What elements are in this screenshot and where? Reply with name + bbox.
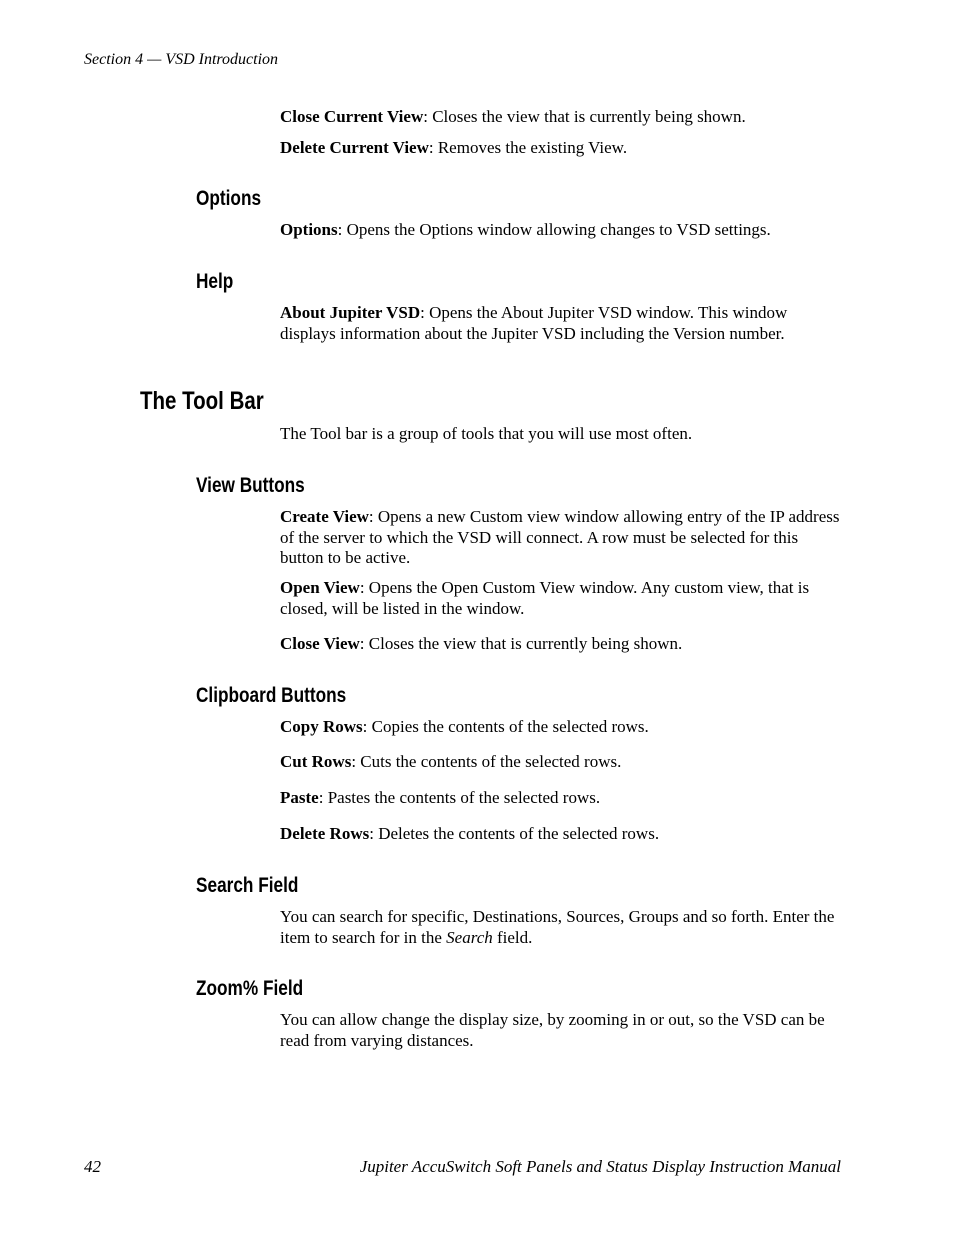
open-view-desc — [280, 578, 840, 619]
about-jupiter-vsd-desc — [280, 303, 840, 344]
desc: : Deletes the contents of the selected rows. — [369, 824, 660, 843]
toolbar-intro: The Tool bar is a group of tools that you will use most often. — [280, 424, 693, 443]
search-term: Search — [446, 927, 493, 947]
help-heading: Help — [196, 270, 234, 293]
term: Delete Current View — [280, 138, 429, 157]
zoom-field-heading: Zoom% Field — [196, 977, 304, 1000]
paste-desc — [280, 788, 840, 809]
desc: : Copies the contents of the selected rows. — [362, 717, 649, 736]
text-before: You can search for specific, Destinations, Sources, Groups and so forth. Enter the item to search for in the — [280, 907, 835, 947]
desc: : Pastes the contents of the selected rows. — [318, 788, 601, 807]
search-field-heading: Search Field — [196, 874, 299, 897]
term: Copy Rows — [280, 717, 363, 736]
desc: : Closes the view that is currently being shown. — [359, 634, 683, 653]
manual-title: Jupiter AccuSwitch Soft Panels and Status Display Instruction Manual — [359, 1157, 841, 1176]
delete-rows-desc — [280, 824, 840, 845]
term: Close View — [280, 634, 360, 653]
term: Create View — [280, 507, 369, 526]
options-heading: Options — [196, 187, 262, 210]
term: Close Current View — [280, 107, 424, 126]
cut-rows-desc — [280, 752, 840, 773]
desc: : Opens the About Jupiter VSD window. This window displays information about the Jupiter VSD including the Version number. — [280, 303, 788, 343]
desc: : Removes the existing View. — [428, 138, 628, 157]
desc: : Cuts the contents of the selected rows. — [351, 752, 622, 771]
view-buttons-heading: View Buttons — [196, 474, 305, 497]
text-after: field. — [492, 927, 533, 947]
close-view-desc — [280, 634, 840, 655]
create-view-desc — [280, 507, 840, 569]
term: Paste — [280, 788, 319, 807]
copy-rows-desc — [280, 717, 840, 738]
desc: : Opens the Open Custom View window. Any custom view, that is closed, will be listed in the window. — [280, 578, 810, 618]
desc: : Opens a new Custom view window allowing entry of the IP address of the server to which the VSD will connect. A row must be selected for this button to be active. — [280, 507, 840, 567]
search-field-desc — [280, 907, 840, 948]
desc: : Closes the view that is currently being shown. — [423, 107, 746, 126]
delete-current-view-desc — [280, 138, 840, 159]
term: Open View — [280, 578, 360, 597]
running-header: Section 4 — VSD Introduction — [84, 51, 279, 68]
desc: : Opens the Options window allowing changes to VSD settings. — [337, 220, 771, 239]
term: Delete Rows — [280, 824, 370, 843]
options-desc — [280, 220, 840, 241]
close-current-view-desc — [280, 107, 840, 128]
term: About Jupiter VSD — [280, 303, 421, 322]
term: Cut Rows — [280, 752, 352, 771]
toolbar-heading: The Tool Bar — [140, 387, 264, 415]
zoom-field-desc: You can allow change the display size, by zooming in or out, so the VSD can be read from varying distances. — [280, 1010, 825, 1050]
page-number: 42 — [84, 1157, 101, 1176]
term: Options — [280, 220, 338, 239]
clipboard-buttons-heading: Clipboard Buttons — [196, 684, 347, 707]
